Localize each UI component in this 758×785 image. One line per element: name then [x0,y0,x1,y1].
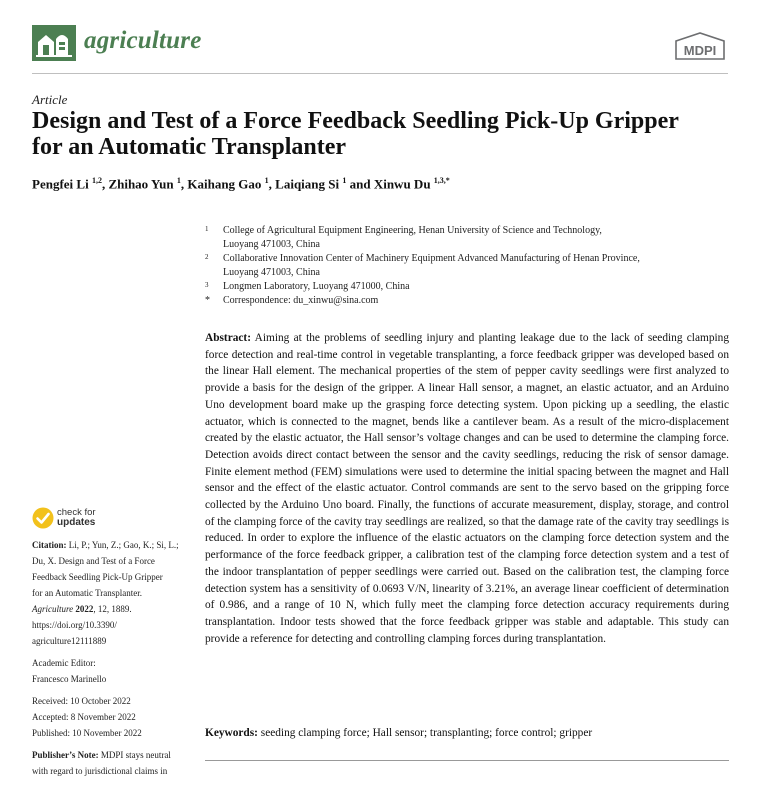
received-date: Received: 10 October 2022 [32,696,131,706]
publisher-note-text: with regard to jurisdictional claims in [32,766,168,776]
author-name[interactable]: Zhihao Yun [108,176,174,192]
header-divider [32,73,728,74]
check-updates-button[interactable] [57,508,96,528]
author-affiliation-mark: 1,3,* [433,176,450,185]
accepted-date: Accepted: 8 November 2022 [32,712,136,722]
citation-doi-link[interactable]: agriculture12111889 [32,636,107,646]
affiliation-line: Longmen Laboratory, Luoyang 471000, China [223,281,410,292]
author-name[interactable]: Laiqiang Si [275,176,340,192]
editor-block [32,655,192,687]
citation-label: Citation: [32,540,67,550]
author-affiliation-mark: 1 [176,176,181,185]
affiliation-item [205,252,735,280]
footer-divider [205,760,729,761]
publisher-note-text: MDPI stays neutral [98,750,171,760]
journal-name: agriculture [84,27,202,54]
affiliation-mark: * [205,295,210,306]
title-line: for an Automatic Transplanter [32,134,347,160]
author-name[interactable]: Pengfei Li [32,176,89,192]
affiliation-line: Luoyang 471003, China [223,239,320,250]
affiliations [205,224,735,308]
mdpi-logo-icon [672,31,728,61]
correspondence-line[interactable]: Correspondence: du_xinwu@sina.com [223,295,379,306]
correspondence-item [205,294,735,308]
affiliation-mark: 3 [205,281,209,289]
abstract [205,330,729,647]
author-affiliation-mark: 1 [264,176,269,185]
abstract-label: Abstract: [205,332,251,344]
check-updates-line: check for [57,507,96,518]
editor-name: Francesco Marinello [32,674,107,684]
affiliation-mark: 2 [205,253,209,261]
affiliation-item [205,280,735,294]
editor-label: Academic Editor: [32,658,96,668]
affiliation-item [205,224,735,252]
publisher-note [32,747,192,779]
author-affiliation-mark: 1 [342,176,347,185]
published-date: Published: 10 November 2022 [32,728,142,738]
sidebar [32,537,192,785]
author-name[interactable]: Xinwu Du [373,176,431,192]
citation-line: for an Automatic Transplanter. [32,588,142,598]
check-updates-line: updates [57,517,96,528]
svg-text:MDPI: MDPI [683,43,717,58]
citation-block [32,537,192,649]
citation-issue: , 12, 1889. [93,604,132,614]
keywords-text: seeding clamping force; Hall sensor; transplanting; force control; gripper [257,727,593,739]
citation-line: Du, X. Design and Test of a Force [32,556,155,566]
journal-logo-icon [32,25,76,61]
dates-block [32,693,192,741]
affiliation-line: College of Agricultural Equipment Engineering, Henan University of Science and Technology, [223,225,602,236]
publisher-note-label: Publisher’s Note: [32,750,99,760]
article-type: Article [32,92,68,107]
citation-line: Feedback Seedling Pick-Up Gripper [32,572,163,582]
citation-year: 2022 [73,604,94,614]
author-name[interactable]: Kaihang Gao [187,176,262,192]
affiliation-line: Luoyang 471003, China [223,267,320,278]
citation-line: Li, P.; Yun, Z.; Gao, K.; Si, L.; [66,540,179,550]
keywords-label: Keywords: [205,727,258,739]
abstract-text: Aiming at the problems of seedling injury and planting leakage due to the lack of seeding clamping force detection and real-time control in vegetable transplanting, a force feedback gripper was developed based on the linear Hall element. The mechanical properties of the stem of pepper cavity seedlings were first analyzed to provide a basis for the design of the gripper. A linear Hall sensor, a magnet, an elastic actuator, and an Arduino Uno development board make up the grasping force detecting system. Upon picking up a seedling, the elastic actuator, which is connected to the magnet, bends like a cantilever beam. As a result of the micro-displacement created by the elastic actuator, the Hall sensor’s voltage changes and can be used to determine the clamping force. Detection avoids direct contact between the sensor and the cavity seedlings, reducing the risk of sensor damage. Finite element method (FEM) simulations were used to determine the initial spacing between the magnet and Hall sensor and the effect of the elastic actuator. Control commands are sent to the servo based on the gripping force collected by the Arduino Uno board. Finally, the functions of accurate measurement, display, storage, and control of the clamping force of the cavity tray seedlings are realized, so that the damage rate of the cavity tray seedlings is reduced. In order to explore the influence of the elastic actuators on the clamping force detection system and the performance of the force feedback gripper, a calibration test of the clamping force detection system and a test of the indoor transplantation of pepper seedlings were carried out. Based on the calibration test, the clamping force detection system has a sensitivity of 0.0693 V/N, linearity of 3.21%, an average linear coefficient of determination of 0.986, and a range of 10 N, which fully meet the clamping force detection accuracy requirements during transplantation. Indoor tests showed that the force feedback gripper was stable and adaptable. This study can provide a reference for detecting and controlling clamping forces during transplantation. [205,332,729,645]
paper-title [32,108,732,160]
author-affiliation-mark: 1,2 [91,176,102,185]
keywords [205,725,729,741]
citation-doi-link[interactable]: https://doi.org/10.3390/ [32,620,117,630]
author-list: Pengfei Li $^{1,2}$, Zhihao Yun $^1$, Kaihang Gao $^1$, Laiqiang Si $^1$ and Xinwu Du $^{1,3,*}$ [32,176,450,192]
check-updates-icon[interactable] [32,507,54,529]
affiliation-mark: 1 [205,225,209,233]
title-line: Design and Test of a Force Feedback Seedling Pick-Up Gripper [32,108,679,134]
affiliation-line: Collaborative Innovation Center of Machinery Equipment Advanced Manufacturing of Henan Province, [223,253,640,264]
citation-journal: Agriculture [32,604,74,614]
